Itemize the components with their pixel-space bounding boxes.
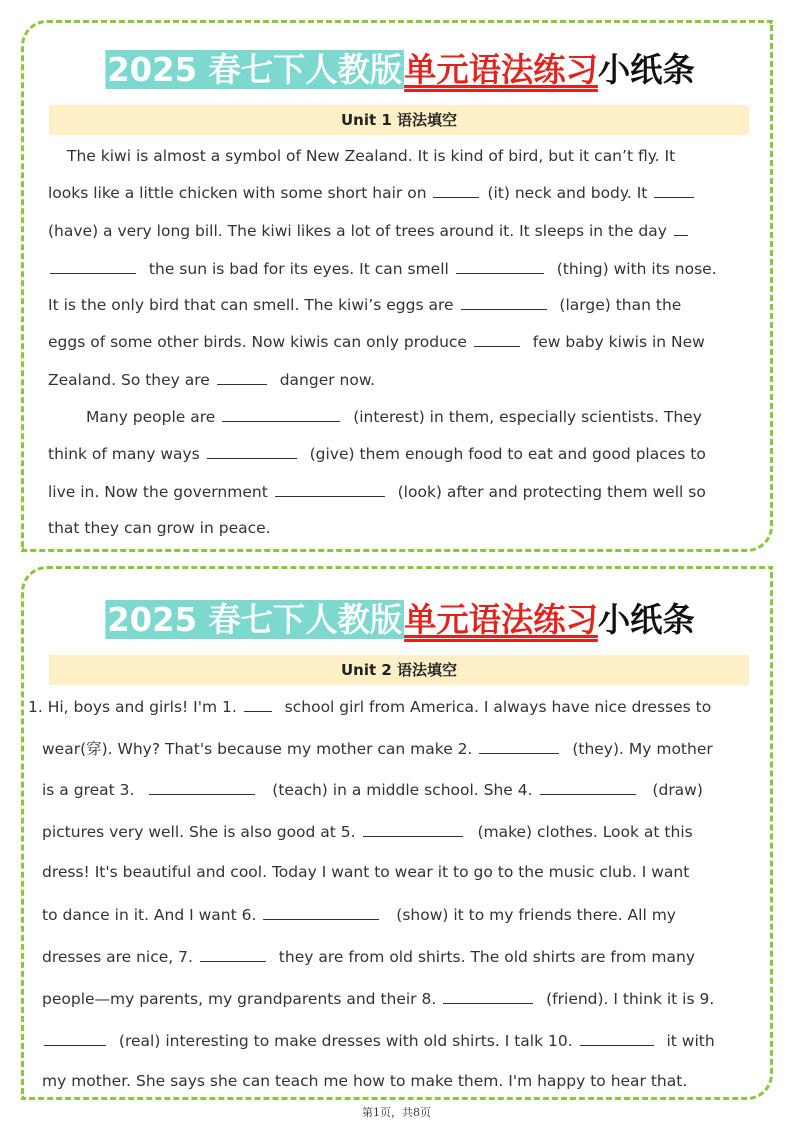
passage-line: people—my parents, my grandparents and their 8. (friend). I think it is 9. (42, 990, 715, 1008)
answer-blank (479, 738, 559, 754)
passage-line: the sun is bad for its eyes. It can smell (thing) with its nose. (48, 258, 717, 279)
passage-line: is a great 3. (teach) in a middle school. She 4. (draw) (42, 781, 703, 799)
answer-blank (674, 220, 688, 236)
answer-blank (474, 331, 520, 347)
passage-line: eggs of some other birds. Now kiwis can only produce few baby kiwis in New (48, 333, 705, 351)
passage-line: to dance in it. And I want 6. (show) it to my friends there. All my (42, 906, 676, 924)
worksheet-card-unit2 (21, 566, 773, 1100)
passage-line: (real) interesting to make dresses with old shirts. I talk 10. it with (42, 1030, 715, 1051)
passage-line: think of many ways (give) them enough food to eat and good places to (48, 445, 706, 463)
passage-line: that they can grow in peace. (48, 519, 271, 537)
answer-blank (149, 779, 255, 795)
answer-blank (540, 779, 636, 795)
title-highlight: 2025 春七下人教版 (107, 600, 403, 639)
title-black: 小纸条 (597, 50, 695, 89)
answer-blank (44, 1030, 106, 1046)
passage-line: dress! It's beautiful and cool. Today I want to wear it to go to the music club. I want (42, 863, 690, 881)
answer-blank (275, 481, 385, 497)
answer-blank (50, 258, 136, 274)
passage-line: looks like a little chicken with some short hair on (it) neck and body. It (48, 182, 696, 203)
title-red: 单元语法练习 (404, 600, 598, 639)
passage-line: pictures very well. She is also good at 5. (make) clothes. Look at this (42, 823, 693, 841)
answer-blank (222, 406, 340, 422)
answer-blank (200, 946, 266, 962)
answer-blank (207, 443, 297, 459)
passage-line: (have) a very long bill. The kiwi likes a lot of trees around it. It sleeps in the day (48, 220, 690, 241)
answer-blank (443, 988, 533, 1004)
title-highlight: 2025 春七下人教版 (107, 50, 403, 89)
passage-line: wear(穿). Why? That's because my mother can make 2. (they). My mother (42, 740, 713, 758)
answer-blank (580, 1030, 654, 1046)
passage-line: Many people are (interest) in them, especially scientists. They (86, 408, 702, 426)
page-footer: 第1页，共8页 (362, 1106, 431, 1119)
worksheet-card-unit1 (21, 20, 773, 552)
unit-subtitle-bar: Unit 2 语法填空 (49, 655, 749, 685)
passage-line: 1. Hi, boys and girls! I'm 1. school girl from America. I always have nice dresses to (28, 698, 712, 716)
card-title (32, 595, 768, 645)
answer-blank (244, 696, 272, 712)
passage-line: The kiwi is almost a symbol of New Zealand. It is kind of bird, but it can’t fly. It (67, 147, 676, 165)
answer-blank (363, 821, 463, 837)
passage-line: dresses are nice, 7. they are from old shirts. The old shirts are from many (42, 948, 696, 966)
unit-subtitle-bar: Unit 1 语法填空 (49, 105, 749, 135)
answer-blank (217, 369, 267, 385)
answer-blank (456, 258, 544, 274)
title-red: 单元语法练习 (404, 50, 598, 89)
passage-line: It is the only bird that can smell. The kiwi’s eggs are (large) than the (48, 296, 682, 314)
passage-line: Zealand. So they are danger now. (48, 371, 376, 389)
answer-blank (263, 904, 379, 920)
answer-blank (461, 294, 547, 310)
card-title (32, 45, 768, 95)
title-black: 小纸条 (597, 600, 695, 639)
answer-blank (433, 182, 479, 198)
answer-blank (654, 182, 694, 198)
passage-line: my mother. She says she can teach me how to make them. I'm happy to hear that. (42, 1072, 688, 1090)
passage-line: live in. Now the government (look) after and protecting them well so (48, 483, 706, 501)
